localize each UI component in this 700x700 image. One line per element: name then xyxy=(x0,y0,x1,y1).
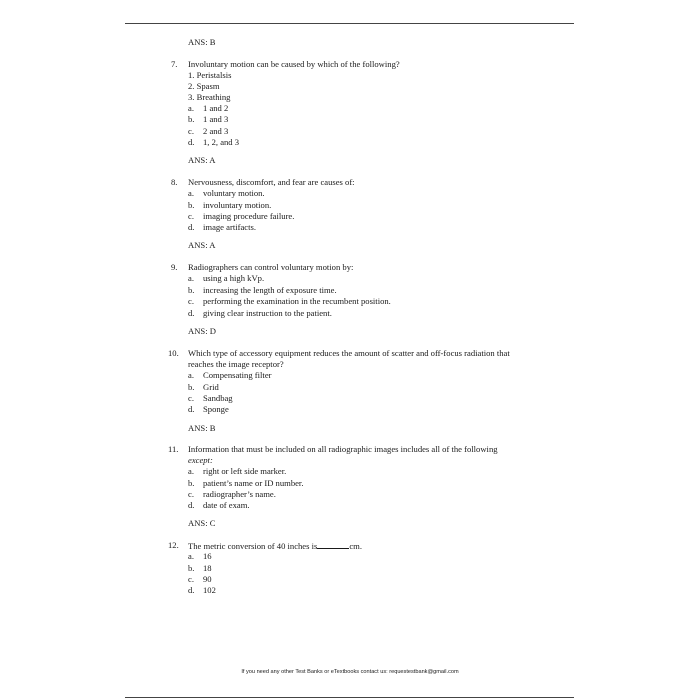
option-text: performing the examination in the recumbent position. xyxy=(203,296,391,306)
option-text: 1 and 3 xyxy=(203,114,229,124)
question-text-before: The metric conversion of 40 inches is xyxy=(188,541,318,551)
question-text: Nervousness, discomfort, and fear are causes of: xyxy=(188,177,355,187)
bottom-rule xyxy=(125,697,574,698)
question-text-after: cm. xyxy=(349,541,363,551)
question-text-emphasis: except: xyxy=(188,455,213,465)
question-text: reaches the image receptor? xyxy=(188,359,284,369)
option-letter: c. xyxy=(188,393,194,403)
option-letter: a. xyxy=(188,551,194,561)
question-number: 11. xyxy=(168,444,179,454)
option-text: giving clear instruction to the patient. xyxy=(203,308,332,318)
answer-6: ANS: B xyxy=(188,37,216,47)
question-text: Radiographers can control voluntary motion by: xyxy=(188,262,354,272)
option-letter: d. xyxy=(188,222,195,232)
option-text: right or left side marker. xyxy=(203,466,287,476)
option-text: 1, 2, and 3 xyxy=(203,137,240,147)
list-item: 3. Breathing xyxy=(188,92,231,102)
question-text xyxy=(188,541,362,551)
option-text: radiographer’s name. xyxy=(203,489,276,499)
list-item: 1. Peristalsis xyxy=(188,70,232,80)
option-text: voluntary motion. xyxy=(203,188,265,198)
question-number: 10. xyxy=(168,348,179,358)
option-text: increasing the length of exposure time. xyxy=(203,285,337,295)
option-letter: a. xyxy=(188,466,194,476)
option-text: 16 xyxy=(203,551,212,561)
question-number: 8. xyxy=(171,177,178,187)
answer: ANS: A xyxy=(188,240,216,250)
answer: ANS: B xyxy=(188,423,216,433)
list-item: 2. Spasm xyxy=(188,81,220,91)
question-number: 7. xyxy=(171,59,178,69)
option-letter: d. xyxy=(188,585,195,595)
option-letter: c. xyxy=(188,296,194,306)
option-letter: b. xyxy=(188,285,195,295)
option-letter: d. xyxy=(188,137,195,147)
option-text: using a high kVp. xyxy=(203,273,265,283)
option-text: Grid xyxy=(203,382,219,392)
option-letter: a. xyxy=(188,370,194,380)
option-letter: c. xyxy=(188,126,194,136)
option-letter: d. xyxy=(188,404,195,414)
answer: ANS: C xyxy=(188,518,216,528)
option-text: date of exam. xyxy=(203,500,250,510)
option-letter: a. xyxy=(188,103,194,113)
answer: ANS: D xyxy=(188,326,216,336)
option-text: image artifacts. xyxy=(203,222,256,232)
option-text: imaging procedure failure. xyxy=(203,211,295,221)
top-rule xyxy=(125,23,574,24)
answer-blank xyxy=(317,541,349,549)
option-text: Sandbag xyxy=(203,393,233,403)
option-text: 2 and 3 xyxy=(203,126,229,136)
option-letter: c. xyxy=(188,574,194,584)
option-letter: a. xyxy=(188,188,194,198)
footer-contact: If you need any other Test Banks or eTextbooks contact us: requestestbank@gmail.com xyxy=(241,669,459,675)
option-text: Sponge xyxy=(203,404,229,414)
option-text: 1 and 2 xyxy=(203,103,229,113)
option-letter: b. xyxy=(188,382,195,392)
option-letter: c. xyxy=(188,489,194,499)
option-letter: d. xyxy=(188,308,195,318)
option-text: 90 xyxy=(203,574,212,584)
option-letter: b. xyxy=(188,563,195,573)
question-number: 12. xyxy=(168,540,179,550)
option-text: patient’s name or ID number. xyxy=(203,478,304,488)
option-text: 102 xyxy=(203,585,216,595)
option-letter: c. xyxy=(188,211,194,221)
option-text: Compensating filter xyxy=(203,370,272,380)
option-letter: d. xyxy=(188,500,195,510)
option-letter: b. xyxy=(188,478,195,488)
option-text: involuntary motion. xyxy=(203,200,272,210)
question-text: Information that must be included on all radiographic images includes all of the following xyxy=(188,444,498,454)
question-text: Which type of accessory equipment reduces the amount of scatter and off-focus radiation that xyxy=(188,348,510,358)
question-text: Involuntary motion can be caused by which of the following? xyxy=(188,59,400,69)
option-letter: b. xyxy=(188,114,195,124)
answer: ANS: A xyxy=(188,155,216,165)
option-letter: a. xyxy=(188,273,194,283)
option-text: 18 xyxy=(203,563,212,573)
option-letter: b. xyxy=(188,200,195,210)
question-number: 9. xyxy=(171,262,178,272)
